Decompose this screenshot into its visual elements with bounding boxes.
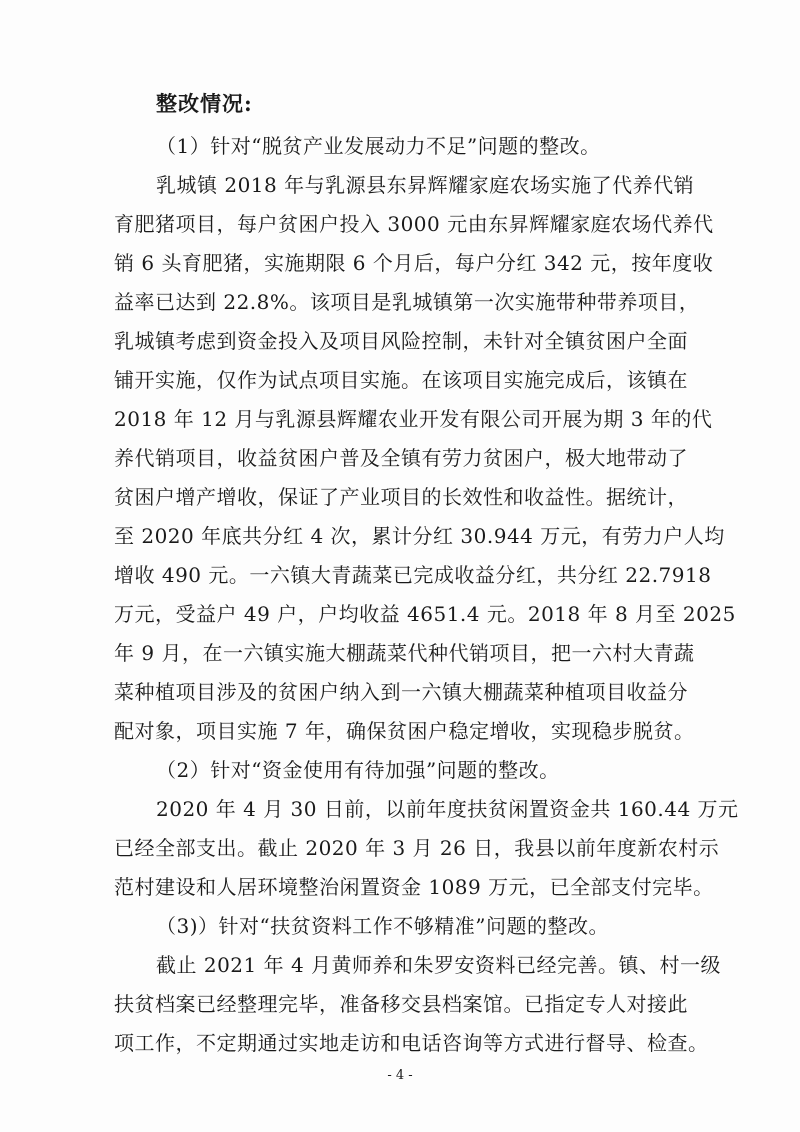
text-line: 贫困户增产增收，保证了产业项目的长效性和收益性。据统计， [114,485,688,509]
text-line: 至 2020 年底共分红 4 次，累计分红 30.944 万元，有劳力户人均 [114,524,725,548]
text-line: 2018 年 12 月与乳源县辉耀农业开发有限公司开展为期 3 年的代 [114,407,713,431]
text-line: 乳城镇考虑到资金投入及项目风险控制，未针对全镇贫困户全面 [114,329,688,353]
text-line: 益率已达到 22.8%。该项目是乳城镇第一次实施带种带养项目， [114,290,700,314]
text-line: 乳城镇 2018 年与乳源县东昇辉耀家庭农场实施了代养代销 [156,173,695,197]
subheading-1: （1）针对“脱贫产业发展动力不足”问题的整改。 [156,134,601,158]
text-line: 配对象，项目实施 7 年，确保贫困户稳定增收，实现稳步脱贫。 [114,719,695,743]
text-line: 范村建设和人居环境整治闲置资金 1089 万元，已全部支付完毕。 [114,875,714,899]
text-line: 育肥猪项目，每户贫困户投入 3000 元由东昇辉耀家庭农场代养代 [114,212,714,236]
text-line: 万元，受益户 49 户，户均收益 4651.4 元。2018 年 8 月至 2025 [114,602,736,626]
text-line: 项工作，不定期通过实地走访和电话咨询等方式进行督导、检查。 [114,1031,709,1055]
subheading-3: （3)）针对“扶贫资料工作不够精准”问题的整改。 [156,914,609,938]
text-line: 增收 490 元。一六镇大青蔬菜已完成收益分红，共分红 22.7918 [114,563,712,587]
text-line: 菜种植项目涉及的贫困户纳入到一六镇大棚蔬菜种植项目收益分 [114,680,688,704]
text-line: 铺开实施，仅作为试点项目实施。在该项目实施完成后，该镇在 [114,368,688,392]
text-line: 年 9 月，在一六镇实施大棚蔬菜代种代销项目，把一六村大青蔬 [114,641,695,665]
text-line: 截止 2021 年 4 月黄师养和朱罗安资料已经完善。镇、村一级 [156,953,722,977]
text-line: 扶贫档案已经整理完毕，准备移交县档案馆。已指定专人对接此 [114,992,688,1016]
section-heading: 整改情况: [156,91,253,116]
text-line: 已经全部支出。截止 2020 年 3 月 26 日，我县以前年度新农村示 [114,836,720,860]
subheading-2: （2）针对“资金使用有待加强”问题的整改。 [156,758,560,782]
text-line: 2020 年 4 月 30 日前，以前年度扶贫闲置资金共 160.44 万元 [156,797,739,821]
text-line: 销 6 头育肥猪，实施期限 6 个月后，每户分红 342 元，按年度收 [114,251,714,275]
text-line: 养代销项目，收益贫困户普及全镇有劳力贫困户，极大地带动了 [114,446,688,470]
page-number: - 4 - [387,1068,413,1083]
